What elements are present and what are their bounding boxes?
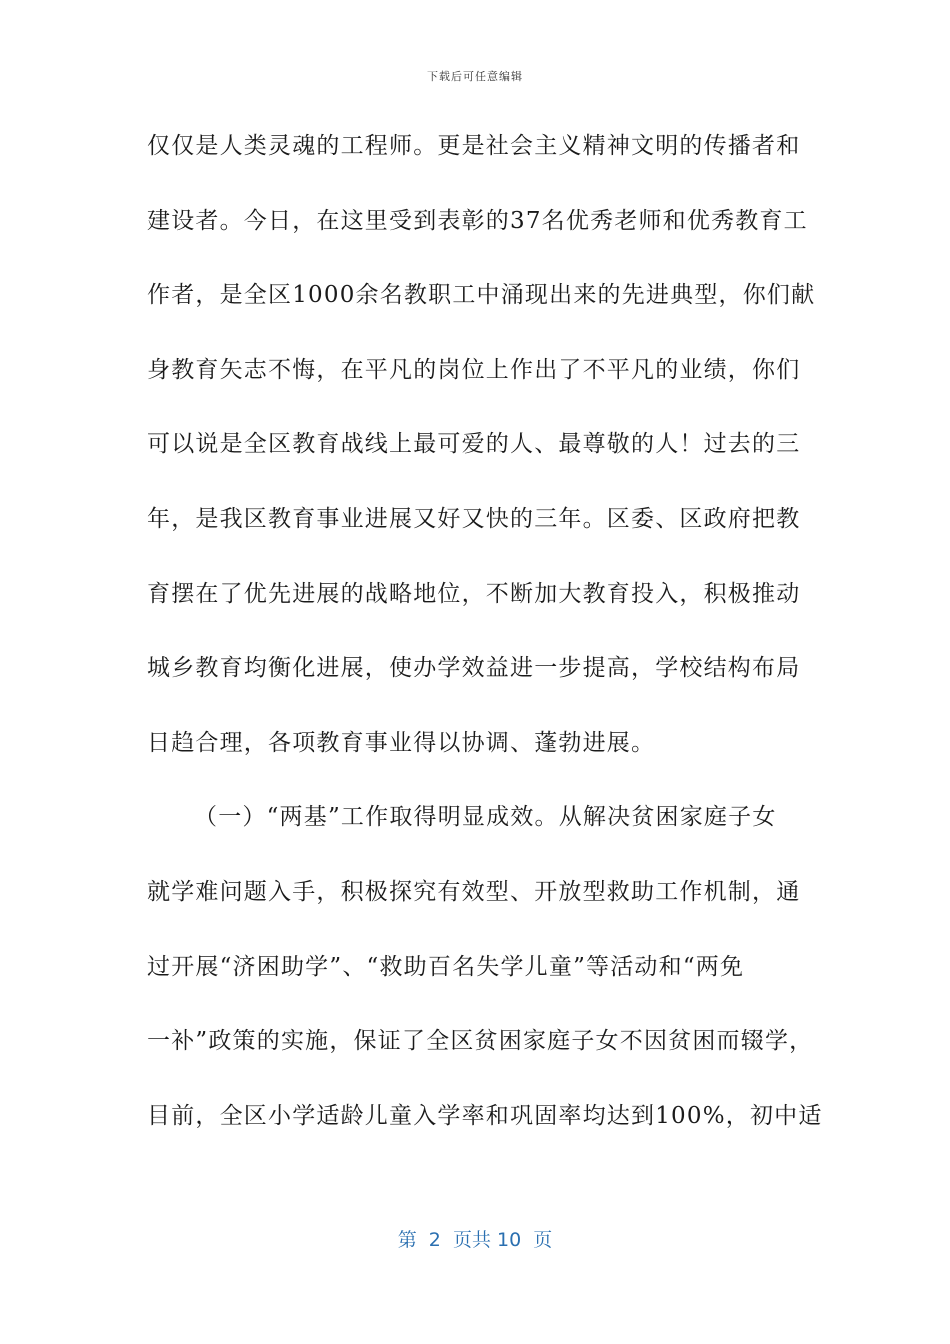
text-line: 过开展“济困助学”、“救助百名失学儿童”等活动和“两免 — [147, 953, 745, 980]
text-line: 就学难问题入手，积极探究有效型、开放型救助工作机制，通 — [147, 878, 801, 905]
text-line: 育摆在了优先进展的战略地位，不断加大教育投入，积极推动 — [147, 580, 801, 607]
text-line: 目前，全区小学适龄儿童入学率和巩固率均达到100%，初中适 — [147, 1102, 823, 1129]
header-note: 下载后可任意编辑 — [427, 70, 523, 83]
text-line: 仅仅是人类灵魂的工程师。更是社会主义精神文明的传播者和 — [147, 133, 801, 159]
page-number: 第 2 页共 10 页 — [397, 1229, 553, 1251]
text-line: 城乡教育均衡化进展，使办学效益进一步提高，学校结构布局 — [147, 655, 801, 682]
text-line: 建设者。今日，在这里受到表彰的37名优秀老师和优秀教育工 — [147, 207, 808, 234]
text-line: 可以说是全区教育战线上最可爱的人、最尊敬的人！过去的三 — [147, 431, 801, 458]
text-line: 年，是我区教育事业进展又好又快的三年。区委、区政府把教 — [147, 505, 801, 532]
text-line: 作者，是全区1000余名教职工中涌现出来的先进典型，你们献 — [147, 282, 816, 309]
text-line: 一补”政策的实施，保证了全区贫困家庭子女不因贫困而辍学， — [147, 1028, 814, 1055]
text-line: 日趋合理，各项教育事业得以协调、蓬勃进展。 — [147, 729, 656, 756]
section-heading-line: （一）“两基”工作取得明显成效。从解决贫困家庭子女 — [194, 804, 777, 831]
text-line: 身教育矢志不悔，在平凡的岗位上作出了不平凡的业绩，你们 — [147, 356, 801, 383]
document-body — [147, 126, 823, 1170]
